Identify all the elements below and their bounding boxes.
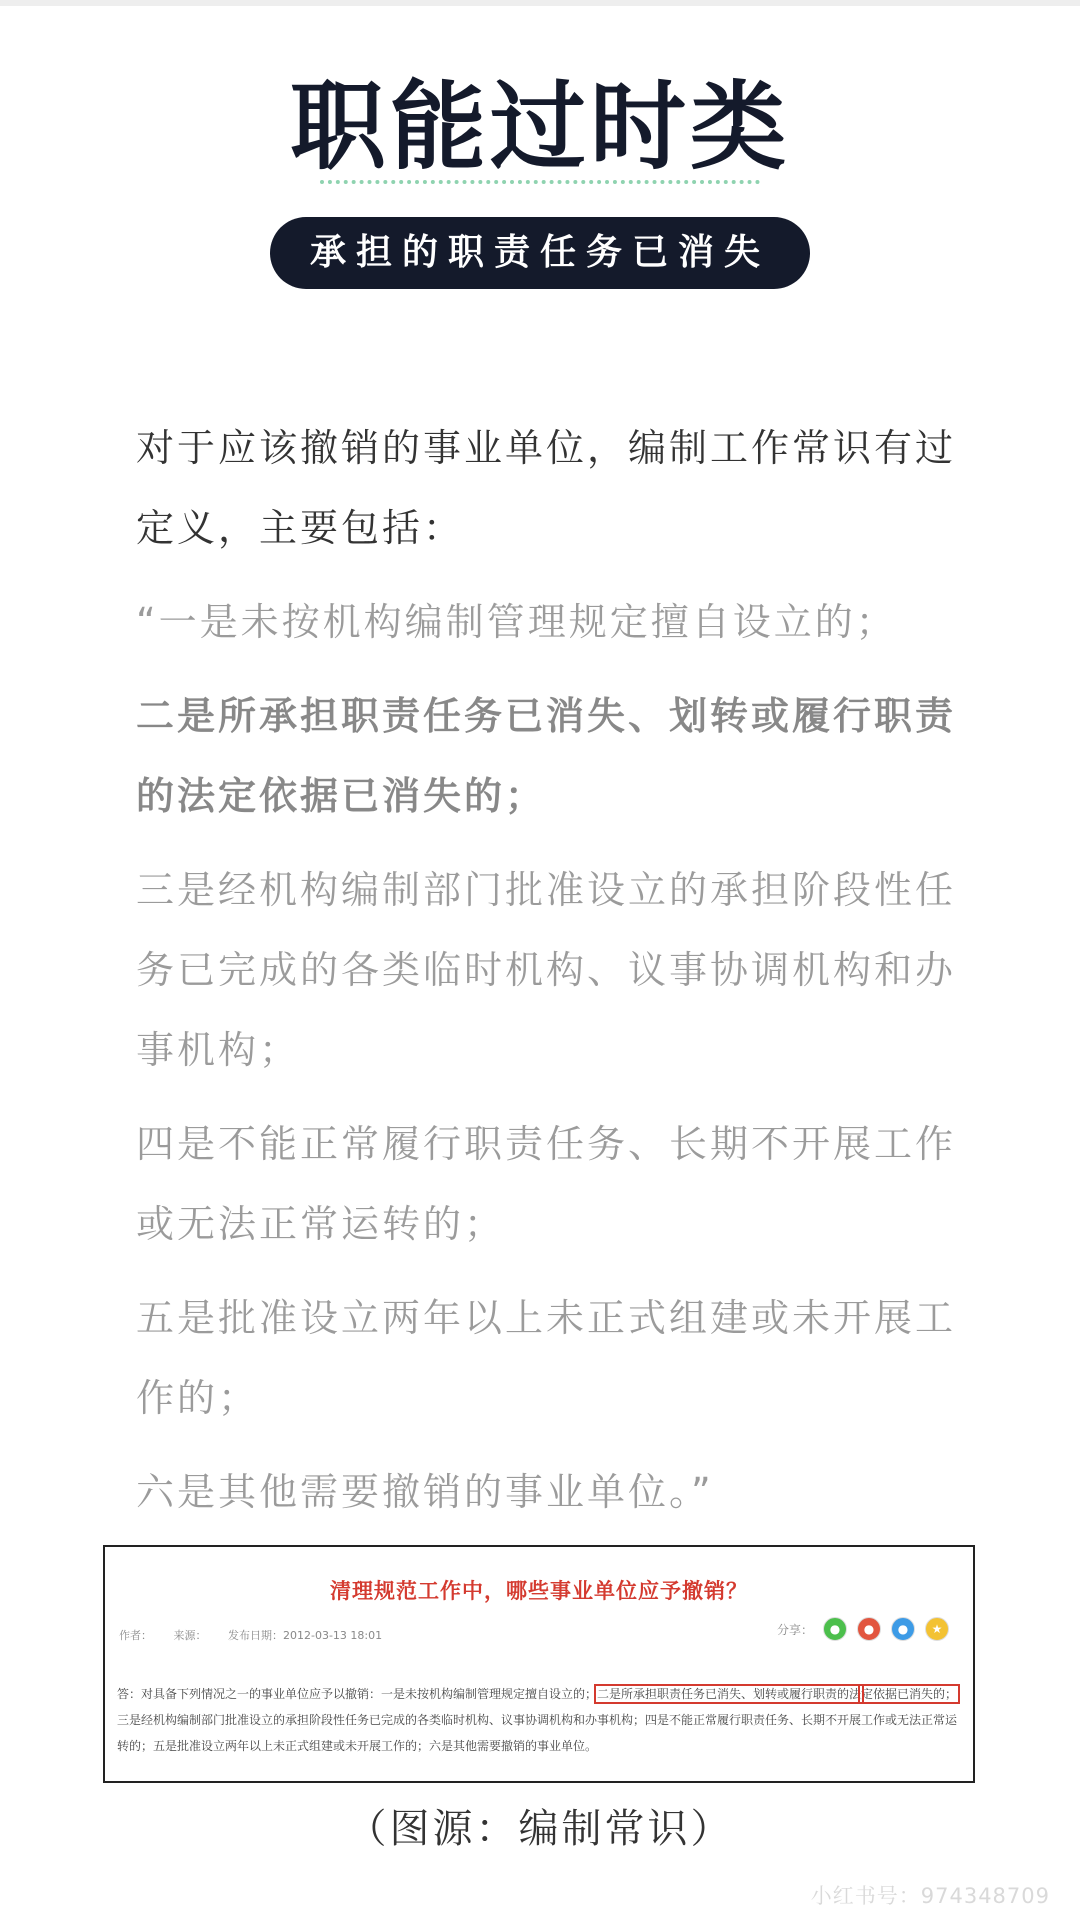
item-1: “一是未按机构编制管理规定擅自设立的； <box>136 600 897 644</box>
item-4: 四是不能正常履行职责任务、长期不开展工作或无法正常运转的； <box>136 1122 957 1246</box>
article-body <box>136 408 956 1546</box>
share-label: 分享： <box>776 1622 813 1637</box>
embedded-webpage-screenshot <box>103 1545 975 1783</box>
image-caption: （图源：编制常识） <box>346 1806 734 1852</box>
title-underline <box>320 180 760 184</box>
item-6: 六是其他需要撤销的事业单位。” <box>136 1470 714 1514</box>
share-bar <box>777 1617 949 1641</box>
source-label: 来源： <box>173 1629 207 1642</box>
qq-icon[interactable]: ● <box>891 1617 915 1641</box>
item-2: 二是所承担职责任务已消失、划转或履行职责的法定依据已消失的； <box>136 694 957 818</box>
watermark: 小红书号：974348709 <box>810 1884 1050 1908</box>
screenshot-text-after: 三是经机构编制部门批准设立的承担阶段性任务已完成的各类临时机构、议事协调机构和办事机构；四是不能正常履行职责任务、长期不开展工作或无法正常运转的；五是批准设立两年以上未正式组建或未开展工作的；六是其他需要撤销的事业单位。 <box>117 1713 958 1753</box>
publish-date: 发布日期：2012-03-13 18:01 <box>228 1629 383 1642</box>
subtitle-badge: 承担的职责任务已消失 <box>270 217 810 289</box>
author-label: 作者： <box>119 1629 152 1642</box>
wechat-icon[interactable]: ● <box>823 1617 847 1641</box>
page-title: 职能过时类 <box>290 71 790 183</box>
item-5: 五是批准设立两年以上未正式组建或未开展工作的； <box>136 1296 957 1420</box>
intro-paragraph: 对于应该撤销的事业单位，编制工作常识有过定义，主要包括： <box>136 426 957 550</box>
screenshot-text <box>117 1681 967 1759</box>
item-3: 三是经机构编制部门批准设立的承担阶段性任务已完成的各类临时机构、议事协调机构和办事机构； <box>136 868 957 1072</box>
screenshot-title: 清理规范工作中，哪些事业单位应予撤销？ <box>330 1579 748 1603</box>
top-divider <box>0 0 1080 6</box>
highlighted-text-2: 定依据已消失的； <box>861 1687 958 1701</box>
screenshot-meta <box>119 1627 400 1643</box>
screenshot-text-before: 答：对具备下列情况之一的事业单位应予以撤销：一是未按机构编制管理规定擅自设立的； <box>117 1687 598 1701</box>
weibo-icon[interactable]: ● <box>857 1617 881 1641</box>
star-icon[interactable]: ★ <box>925 1617 949 1641</box>
highlighted-text-1: 二是所承担职责任务已消失、划转或履行职责的法 <box>597 1687 862 1701</box>
